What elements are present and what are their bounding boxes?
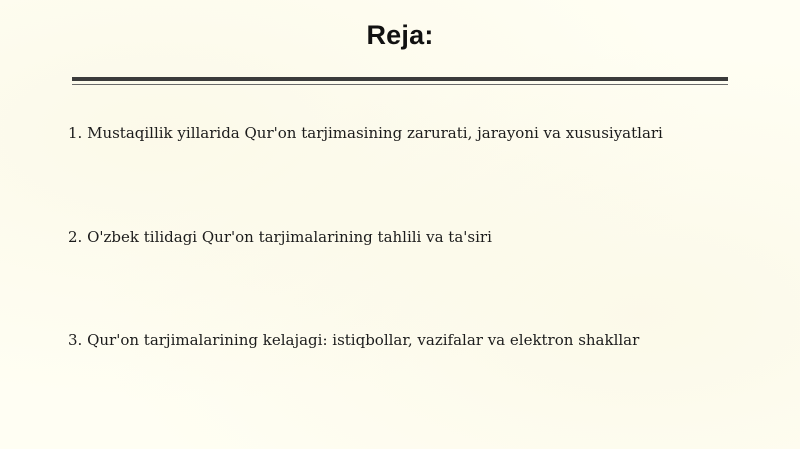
divider-thick-line xyxy=(72,77,728,81)
plan-item-3: 3. Qur'on tarjimalarining kelajagi: istiqbollar, vazifalar va elektron shakllar xyxy=(68,331,640,349)
plan-item-1: 1. Mustaqillik yillarida Qur'on tarjimasining zarurati, jarayoni va xususiyatlari xyxy=(68,124,663,142)
divider-thin-line xyxy=(72,84,728,85)
slide-title: Reja: xyxy=(366,20,434,50)
title-divider xyxy=(72,77,728,86)
plan-item-2: 2. O'zbek tilidagi Qur'on tarjimalarining tahlili va ta'siri xyxy=(68,228,492,246)
